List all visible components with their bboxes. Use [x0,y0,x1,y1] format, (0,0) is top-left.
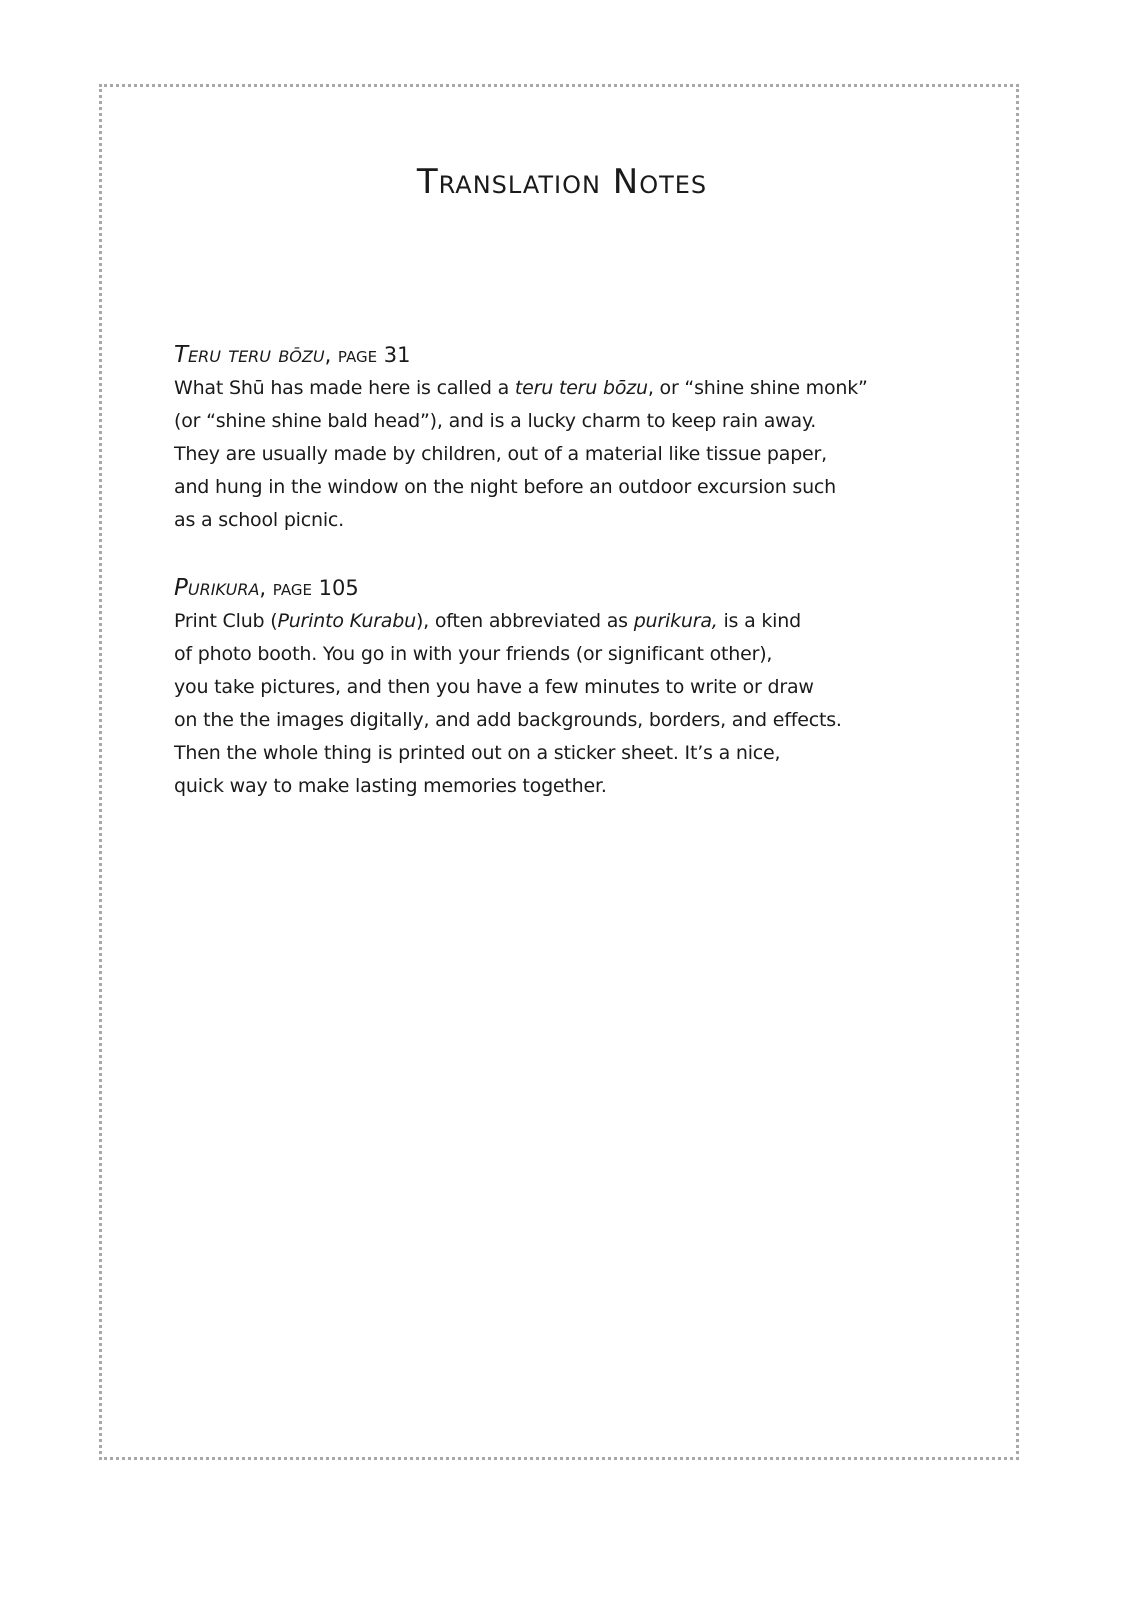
note-line: (or “shine shine bald head”), and is a lucky charm to keep rain away. [174,410,817,432]
note-line: as a school picnic. [174,509,345,531]
note-line: Then the whole thing is printed out on a sticker sheet. It’s a nice, [174,742,781,764]
note-teru-teru-bozu [174,338,914,537]
note-line: Print Club (Purinto Kurabu), often abbreviated as purikura, is a kind [174,610,801,632]
note-page-reference: , page 31 [324,343,411,367]
page-title: Translation Notes [416,162,708,202]
note-heading [174,571,914,605]
note-line: What Shū has made here is called a teru teru bōzu, or “shine shine monk” [174,377,868,399]
note-line: of photo booth. You go in with your friends (or significant other), [174,643,773,665]
note-purikura [174,571,914,803]
note-line: on the the images digitally, and add backgrounds, borders, and effects. [174,709,842,731]
note-body [174,605,914,803]
note-page-reference: , page 105 [259,576,359,600]
note-term: Purikura [174,575,260,601]
note-heading [174,338,914,372]
note-term: Teru teru bōzu [174,342,325,368]
note-body [174,372,914,537]
note-line: you take pictures, and then you have a few minutes to write or draw [174,676,814,698]
note-line: They are usually made by children, out of a material like tissue paper, [174,443,827,465]
note-line: and hung in the window on the night before an outdoor excursion such [174,476,837,498]
note-line: quick way to make lasting memories together. [174,775,607,797]
